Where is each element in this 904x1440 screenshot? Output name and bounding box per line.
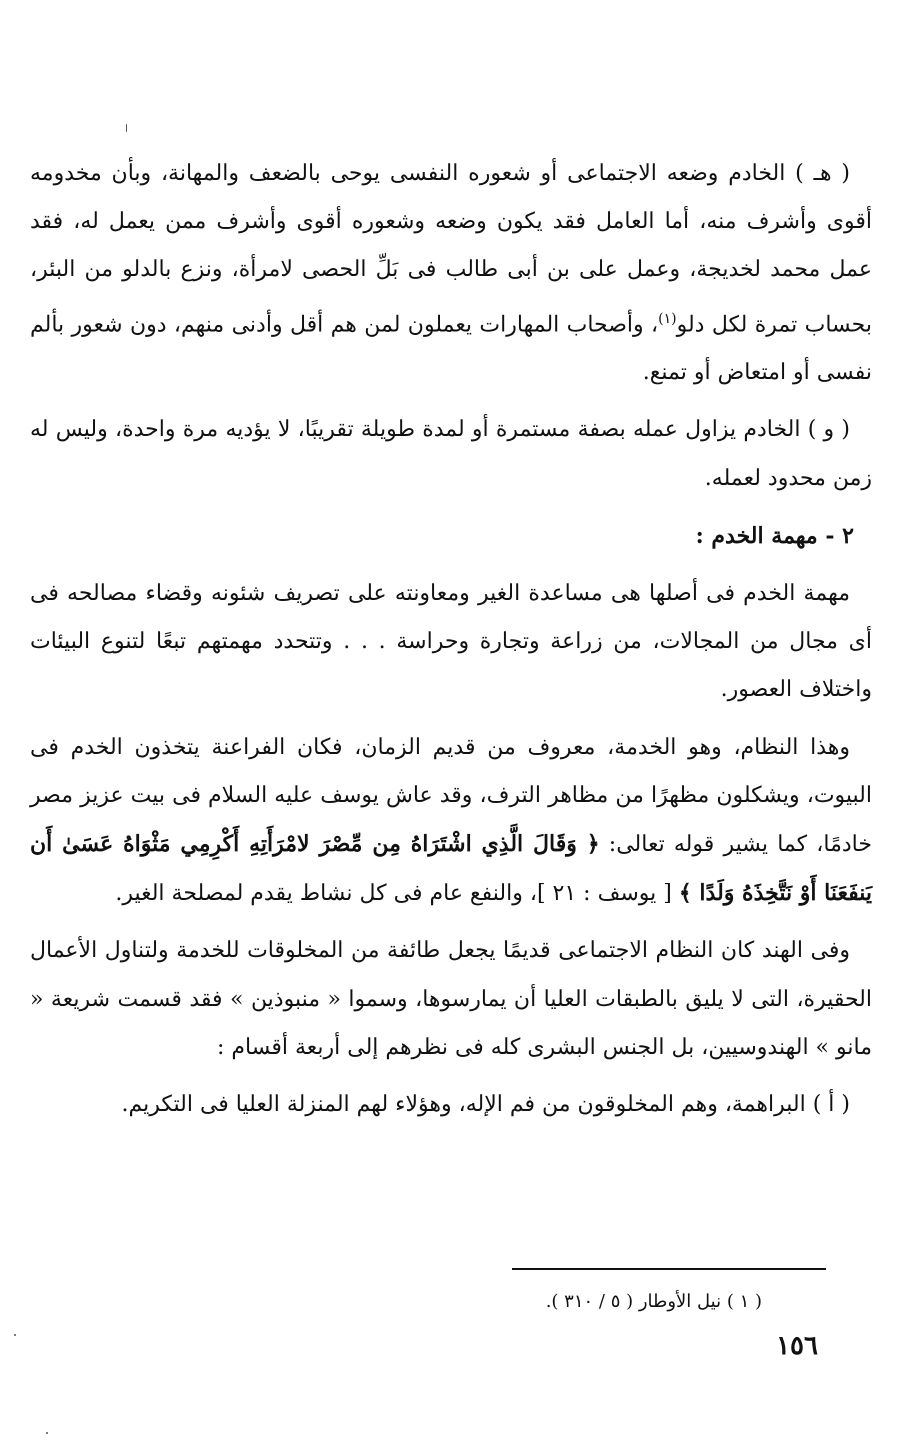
page-number: ١٥٦ — [776, 1331, 818, 1361]
body-text — [30, 150, 872, 1138]
footnote: ( ١ ) نيل الأوطار ( ٥ / ٣١٠ ). — [545, 1291, 762, 1312]
paragraph-text: وهذا النظام، وهو الخدمة، معروف من قديم الزمان، فكان الفراعنة يتخذون الخدم فى البيوت، ويشكلون مظهرًا من مظاهر الترف، وقد عاش يوسف عليه السلام فى بيت عزيز مصر خادمًا، كما يشير قوله تعالى: — [30, 734, 872, 857]
paragraph-text: ( هـ ) الخادم وضعه الاجتماعى أو شعوره النفسى يوحى بالضعف والمهانة، وبأن مخدومه أقوى وأشرف منه، أما العامل فقد يكون وضعه وشعوره أقوى وأشرف ممن يعمل له، فقد عمل محمد لخديجة، وعمل على بن أبى طالب فى بَلِّ الحصى لامرأة، ونزع بالدلو من البئر، بحساب تمرة لكل دلو — [30, 161, 872, 337]
paragraph-text-end: ، وأصحاب المهارات يعملون لمن هم أقل وأدنى منهم، دون شعور بألم نفسى أو امتعاض أو تمنع. — [30, 311, 872, 386]
paragraph-india: وفى الهند كان النظام الاجتماعى قديمًا يجعل طائفة من المخلوقات للخدمة ولتناول الأعمال الحقيرة، التى لا يليق بالطبقات العليا أن يمارسوها، وسموا « منبوذين » فقد قسمت شريعة « مانو » الهندوسيين، بل الجنس البشرى كله فى نظرهم إلى أربعة أقسام : — [30, 938, 872, 1060]
quran-verse: ﴿ وَقَالَ الَّذِي اشْتَرَاهُ مِن مِّصْرَ لامْرَأَتِهِ أَكْرِمِي مَثْوَاهُ عَسَىٰ أَن يَنفَعَنَا أَوْ نَتَّخِذَهُ وَلَدًا ﴾ — [30, 830, 872, 907]
paragraph-servant-task: مهمة الخدم فى أصلها هى مساعدة الغير ومعاونته على تصريف شئونه وقضاء مصالحه فى أى مجال من المجالات، من زراعة وتجارة وحراسة . . . وتتحدد مهمتهم تبعًا لتنوع البيئات واختلاف العصور. — [30, 580, 872, 703]
footnote-divider — [512, 1268, 826, 1270]
section-heading: ٢ - مهمة الخدم : — [695, 522, 854, 549]
paragraph-history — [30, 724, 872, 919]
verse-citation: [ يوسف : ٢١ ]، — [529, 881, 672, 907]
paragraph-text-end: والنفع عام فى كل نشاط يقدم لمصلحة الغير. — [115, 881, 523, 907]
paragraph-brahmins: ( أ ) البراهمة، وهم المخلوقون من فم الإله، وهؤلاء لهم المنزلة العليا فى التكريم. — [121, 1091, 850, 1117]
scan-speck — [126, 124, 127, 132]
paragraph-servant-duration: ( و ) الخادم يزاول عمله بصفة مستمرة أو لمدة طويلة تقريبًا، لا يؤديه مرة واحدة، وليس له زمن محدود لعمله. — [30, 417, 872, 491]
paragraph-servant-status — [30, 150, 872, 397]
scan-speck — [46, 1432, 48, 1434]
footnote-reference: (١) — [658, 310, 677, 327]
scan-speck — [14, 1334, 16, 1336]
